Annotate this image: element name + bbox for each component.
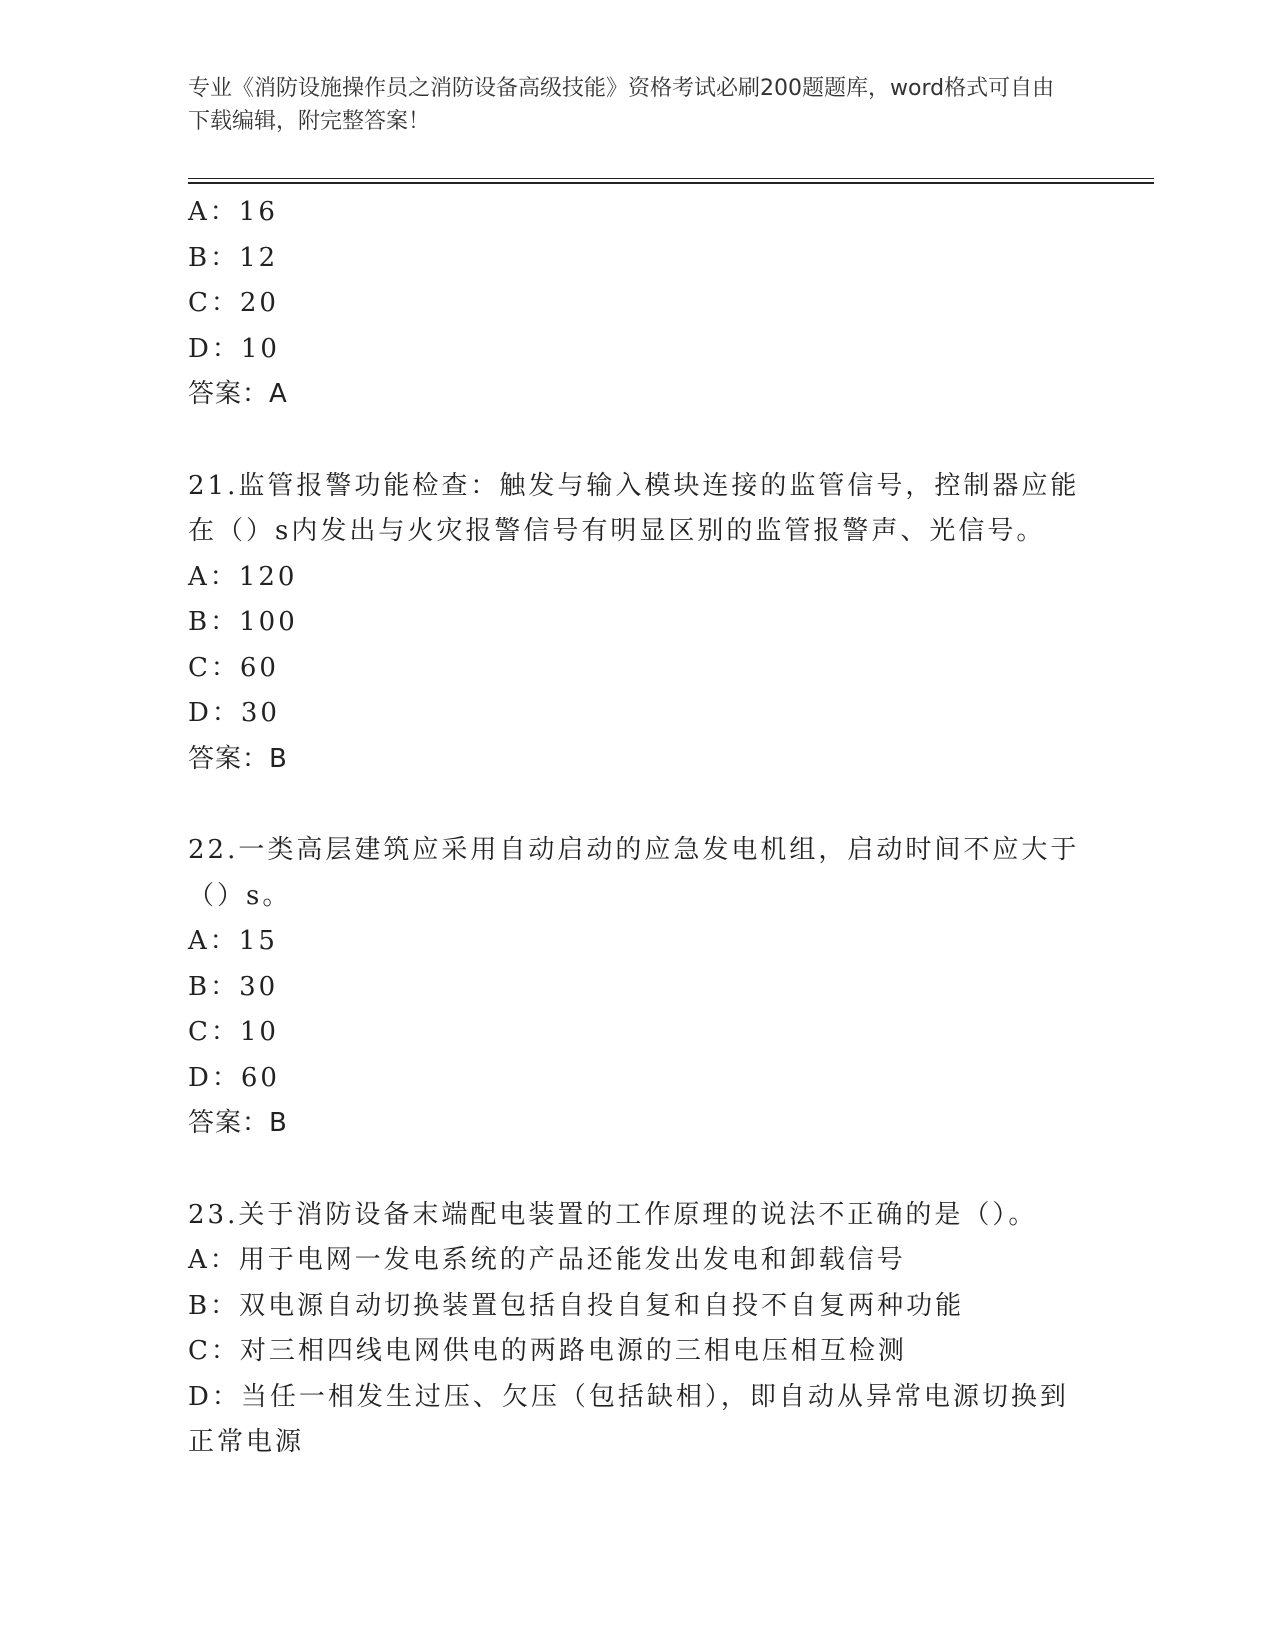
- spacer: [188, 1147, 1088, 1193]
- option-c: C：10: [188, 1017, 279, 1047]
- option-b: B：双电源自动切换装置包括自投自复和自投不自复两种功能: [188, 1290, 965, 1321]
- header-rule-thin: [188, 178, 1154, 179]
- option-b: B：12: [188, 242, 279, 273]
- question-text: 21.监管报警功能检查：触发与输入模块连接的监管信号，控制器应能在（）s内发出与火灾报警信号有明显区别的监管报警声、光信号。: [188, 470, 1080, 546]
- header-rule-thick: [188, 182, 1154, 184]
- question-20-continued: [188, 190, 1088, 418]
- question-list: [188, 190, 1088, 1466]
- answer: 答案：A: [188, 379, 288, 409]
- option-a: A：用于电网一发电系统的产品还能发出发电和卸载信号: [188, 1245, 906, 1275]
- option-d: D：30: [188, 698, 280, 728]
- option-d: D：10: [188, 333, 280, 364]
- option-a: A：120: [188, 561, 298, 592]
- option-b: B：30: [188, 971, 279, 1002]
- option-a: A：15: [188, 926, 278, 956]
- option-c: C：60: [188, 652, 279, 683]
- option-c: C：对三相四线电网供电的两路电源的三相电压相互检测: [188, 1336, 907, 1366]
- spacer: [188, 418, 1088, 464]
- document-header: 专业《消防设施操作员之消防设备高级技能》资格考试必刷200题题库，word格式可自由下载编辑，附完整答案！: [188, 76, 1055, 134]
- answer: 答案：B: [188, 1108, 288, 1138]
- question-21: [188, 464, 1088, 783]
- option-a: A：16: [188, 197, 278, 227]
- spacer: [188, 782, 1088, 828]
- answer: 答案：B: [188, 743, 288, 774]
- question-22: [188, 828, 1088, 1147]
- option-d: D：60: [188, 1062, 280, 1093]
- question-23: [188, 1193, 1088, 1466]
- question-text: 23.关于消防设备末端配电装置的工作原理的说法不正确的是（）。: [188, 1199, 1038, 1230]
- option-c: C：20: [188, 288, 279, 318]
- option-d: D：当任一相发生过压、欠压（包括缺相），即自动从异常电源切换到正常电源: [188, 1381, 1069, 1457]
- option-b: B：100: [188, 607, 298, 637]
- question-text: 22.一类高层建筑应采用自动启动的应急发电机组，启动时间不应大于（）s。: [188, 835, 1080, 911]
